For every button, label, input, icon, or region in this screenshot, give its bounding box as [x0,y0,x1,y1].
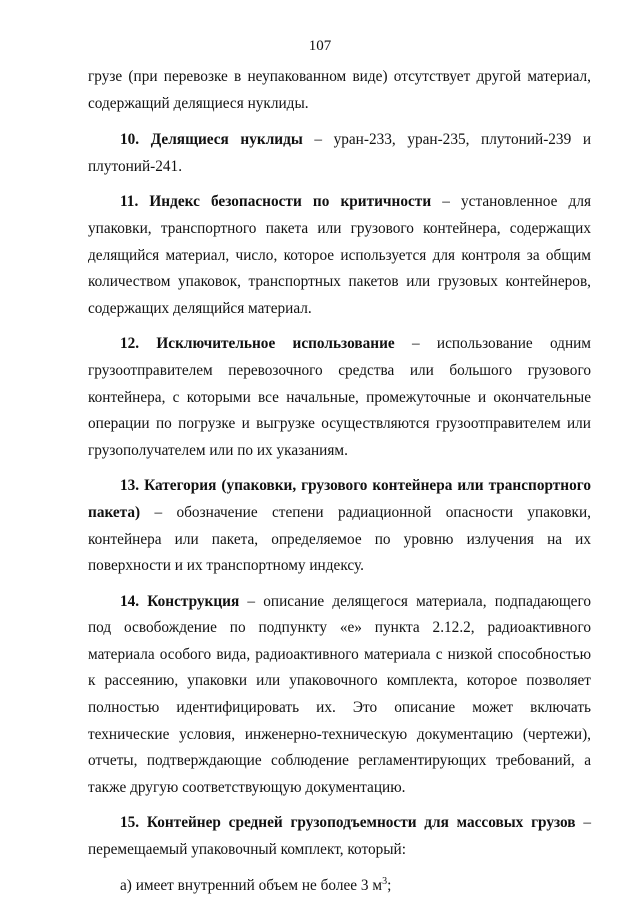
subitem-a: а) имеет внутренний объем не более 3 $м^3$; [120,875,392,894]
document-body [88,64,591,908]
definition-11: 11. Индекс безопасности по критичности – установленное для упаковки, транспортного пакета или грузового контейнера, содержащих делящийся материал, число, которое используется для контроля за общим количеством упаковок, транспортных пакетов или грузовых контейнеров, содержащих делящийся материал. [88,193,591,317]
term-category: 13. Категория (упаковки, грузового контейнера или транспортного пакета) [88,477,591,521]
paragraph-continuation: грузе (при перевозке в неупакованном виде) отсутствует другой материал, содержащий делящиеся нуклиды. [88,68,591,112]
term-ibc: 15. Контейнер средней грузоподъемности для массовых грузов [120,814,576,832]
term-exclusive-use: 12. Исключительное использование [120,335,395,353]
page-number: 107 [308,38,332,54]
term-design: 14. Конструкция [120,592,240,610]
term-fissile-nuclides: 10. Делящиеся нуклиды [120,131,303,149]
definition-10: 10. Делящиеся нуклиды – уран-233, уран-235, плутоний-239 и плутоний-241. [88,131,592,175]
definition-15: 15. Контейнер средней грузоподъемности для массовых грузов – перемещаемый упаковочный комплект, который: [88,814,591,859]
definition-13: 13. Категория (упаковки, грузового контейнера или транспортного пакета) – обозначение степени радиационной опасности упаковки, контейнера или пакета, определяемое по уровню излучения на их поверхности и их транспортному индексу. [88,477,591,575]
term-criticality-safety-index: 11. Индекс безопасности по критичности [120,193,432,211]
definition-14: 14. Конструкция – описание делящегося материала, подпадающего под освобождение по подпункту «е» пункта 2.12.2, радиоактивного материала особого вида, радиоактивного материала с низкой способностью к рассеянию, упаковки или упаковочного комплекта, которое позволяет полностью идентифицировать их. Это описание может включать технические условия, инженерно-техническую документацию (чертежи), отчеты, подтверждающие соблюдение регламентирующих требований, а также другую соответствующую документацию. [88,592,591,796]
definition-12: 12. Исключительное использование – использование одним грузоотправителем перевозочного средства или большого грузового контейнера, с которыми все начальные, промежуточные и окончательные операции по погрузке и выгрузке осуществляются грузоотправителем или грузополучателем или по их указаниям. [88,335,591,459]
